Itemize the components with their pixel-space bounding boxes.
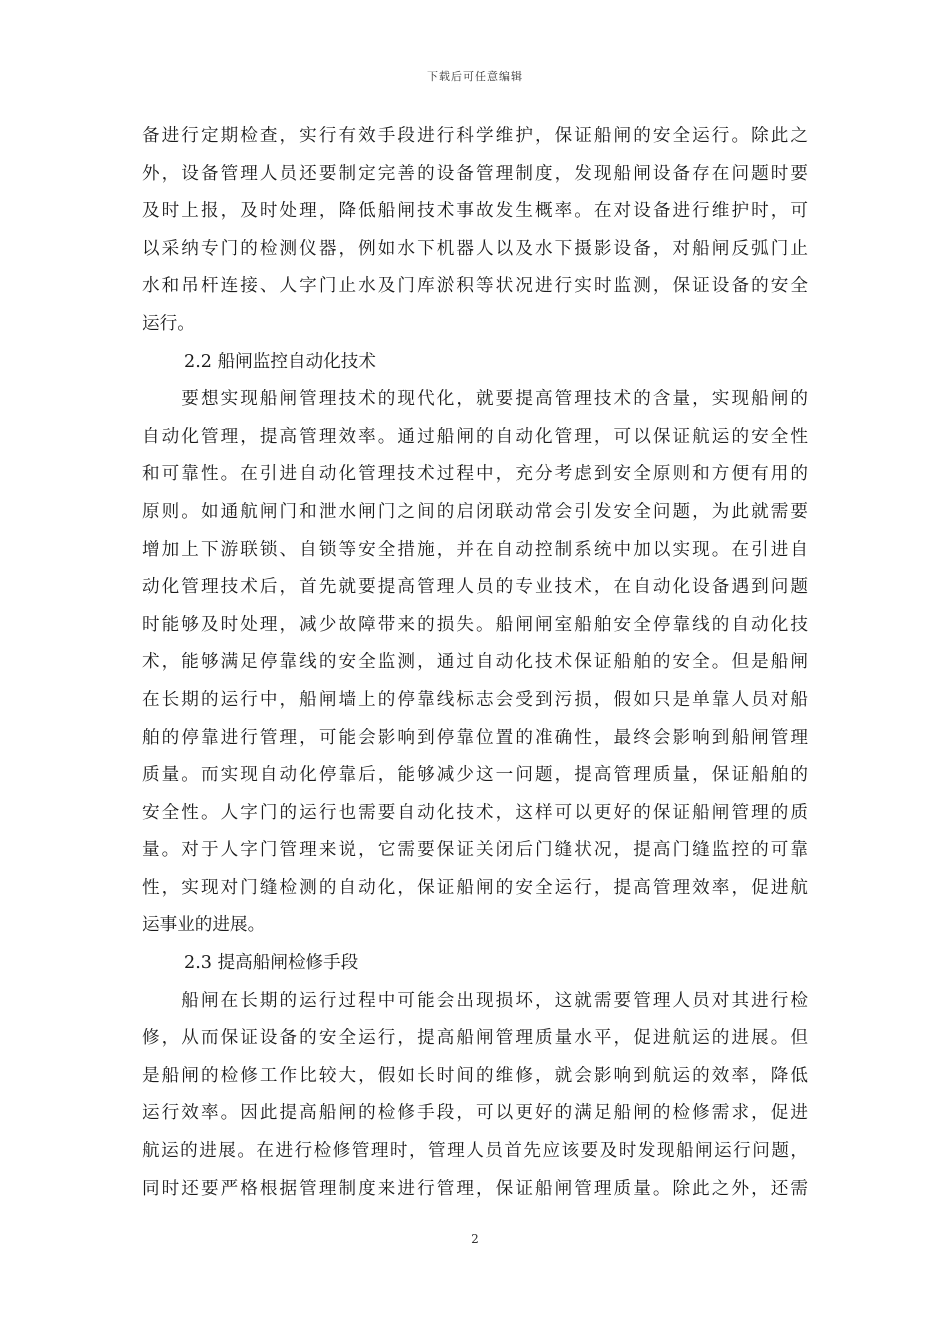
section-heading: 2.2 船闸监控自动化技术: [184, 351, 376, 372]
text-line: 性，实现对门缝检测的自动化，保证船闸的安全运行，提高管理效率，促进航: [142, 877, 808, 898]
document-body: [142, 118, 808, 1208]
text-line: 自动化管理，提高管理效率。通过船闸的自动化管理，可以保证航运的安全性: [142, 426, 808, 447]
text-line: 舶的停靠进行管理，可能会影响到停靠位置的准确性，最终会影响到船闸管理: [142, 727, 808, 748]
text-line: 同时还要严格根据管理制度来进行管理，保证船闸管理质量。除此之外，还需: [142, 1178, 808, 1199]
text-line: 量。对于人字门管理来说，它需要保证关闭后门缝状况，提高门缝监控的可靠: [142, 840, 808, 861]
text-line: 水和吊杆连接、人字门止水及门库淤积等状况进行实时监测，保证设备的安全: [142, 276, 808, 297]
text-line: 运事业的进展。: [142, 915, 266, 936]
text-line: 原则。如通航闸门和泄水闸门之间的启闭联动常会引发安全问题，为此就需要: [142, 501, 808, 522]
text-line: 时能够及时处理，减少故障带来的损失。船闸闸室船舶安全停靠线的自动化技: [142, 614, 808, 635]
text-line: 运行效率。因此提高船闸的检修手段，可以更好的满足船闸的检修需求，促进: [142, 1103, 808, 1124]
text-line: 运行。: [142, 313, 195, 334]
text-line: 外，设备管理人员还要制定完善的设备管理制度，发现船闸设备存在问题时要: [142, 163, 808, 184]
text-line: 增加上下游联锁、自锁等安全措施，并在自动控制系统中加以实现。在引进自: [142, 539, 808, 560]
text-line: 在长期的运行中，船闸墙上的停靠线标志会受到污损，假如只是单靠人员对船: [142, 689, 808, 710]
section-heading: 2.3 提高船闸检修手段: [184, 953, 359, 974]
text-line: 术，能够满足停靠线的安全监测，通过自动化技术保证船舶的安全。但是船闸: [142, 652, 808, 673]
text-line: 船闸在长期的运行过程中可能会出现损坏，这就需要管理人员对其进行检: [142, 990, 808, 1011]
text-line: 和可靠性。在引进自动化管理技术过程中，充分考虑到安全原则和方便有用的: [142, 464, 808, 485]
text-line: 动化管理技术后，首先就要提高管理人员的专业技术，在自动化设备遇到问题: [142, 577, 808, 598]
text-line: 航运的进展。在进行检修管理时，管理人员首先应该要及时发现船闸运行问题，: [142, 1141, 808, 1162]
text-line: 要想实现船闸管理技术的现代化，就要提高管理技术的含量，实现船闸的: [142, 389, 808, 410]
text-line: 修，从而保证设备的安全运行，提高船闸管理质量水平，促进航运的进展。但: [142, 1028, 808, 1049]
text-line: 质量。而实现自动化停靠后，能够减少这一问题，提高管理质量，保证船舶的: [142, 765, 808, 786]
text-line: 备进行定期检查，实行有效手段进行科学维护，保证船闸的安全运行。除此之: [142, 126, 808, 146]
page-header: 下载后可任意编辑: [427, 70, 523, 83]
text-line: 以采纳专门的检测仪器，例如水下机器人以及水下摄影设备，对船闸反弧门止: [142, 238, 808, 259]
text-line: 及时上报，及时处理，降低船闸技术事故发生概率。在对设备进行维护时，可: [142, 201, 808, 222]
page-number: 2: [471, 1232, 479, 1246]
text-line: 安全性。人字门的运行也需要自动化技术，这样可以更好的保证船闸管理的质: [142, 802, 808, 823]
text-line: 是船闸的检修工作比较大，假如长时间的维修，就会影响到航运的效率，降低: [142, 1065, 808, 1086]
